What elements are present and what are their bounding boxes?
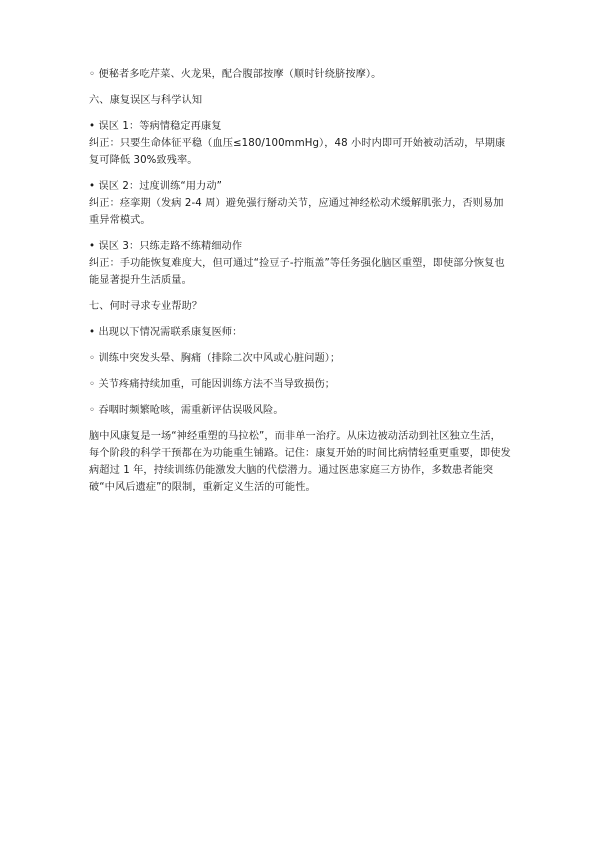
help-intro-item: • 出现以下情况需联系康复医师：: [89, 327, 243, 338]
myth-1-correction: 纠正：只要生命体征平稳（血压≤180/100mmHg），48 小时内即可开始被动活动，早期康复可降低 30%致残率。: [89, 138, 506, 166]
help-item-dizziness: ◦ 训练中突发头晕、胸痛（排除二次中风或心脏问题）；: [89, 353, 341, 364]
help-item-swallowing: ◦ 吞咽时频繁呛咳，需重新评估误吸风险。: [89, 405, 284, 416]
list-item-constipation: ◦ 便秘者多吃芹菜、火龙果，配合腹部按摩（顺时针绕脐按摩）。: [89, 69, 382, 80]
conclusion-paragraph: 脑中风康复是一场“神经重塑的马拉松”，而非单一治疗。从床边被动活动到社区独立生活，每个阶段的科学干预都在为功能重生铺路。记住：康复开始的时间比病情轻重更重要，即使发病超过 1 年，持续训练仍能激发大脑的代偿潜力。通过医患家庭三方协作，多数患者能突破“中风后遗症”的限制，重新定义生活的可能性。: [89, 431, 511, 493]
help-item-joint-pain: ◦ 关节疼痛持续加重，可能因训练方法不当导致损伤；: [89, 379, 336, 390]
myth-1-title: • 误区 1：等病情稳定再康复: [89, 121, 222, 132]
section-heading-misconceptions: 六、康复误区与科学认知: [89, 95, 203, 106]
myth-3-title: • 误区 3：只练走路不练精细动作: [89, 241, 243, 252]
myth-2-title: • 误区 2：过度训练“用力动”: [89, 181, 222, 192]
section-heading-seek-help: 七、何时寻求专业帮助？: [89, 301, 203, 312]
document-body: [89, 66, 511, 496]
myth-3-correction: 纠正：手功能恢复难度大，但可通过“捡豆子-拧瓶盖”等任务强化脑区重塑，即使部分恢复也能显著提升生活质量。: [89, 258, 505, 286]
myth-2-correction: 纠正：痉挛期（发病 2-4 周）避免强行掰动关节，应通过神经松动术缓解肌张力，否则易加重异常模式。: [89, 198, 504, 226]
